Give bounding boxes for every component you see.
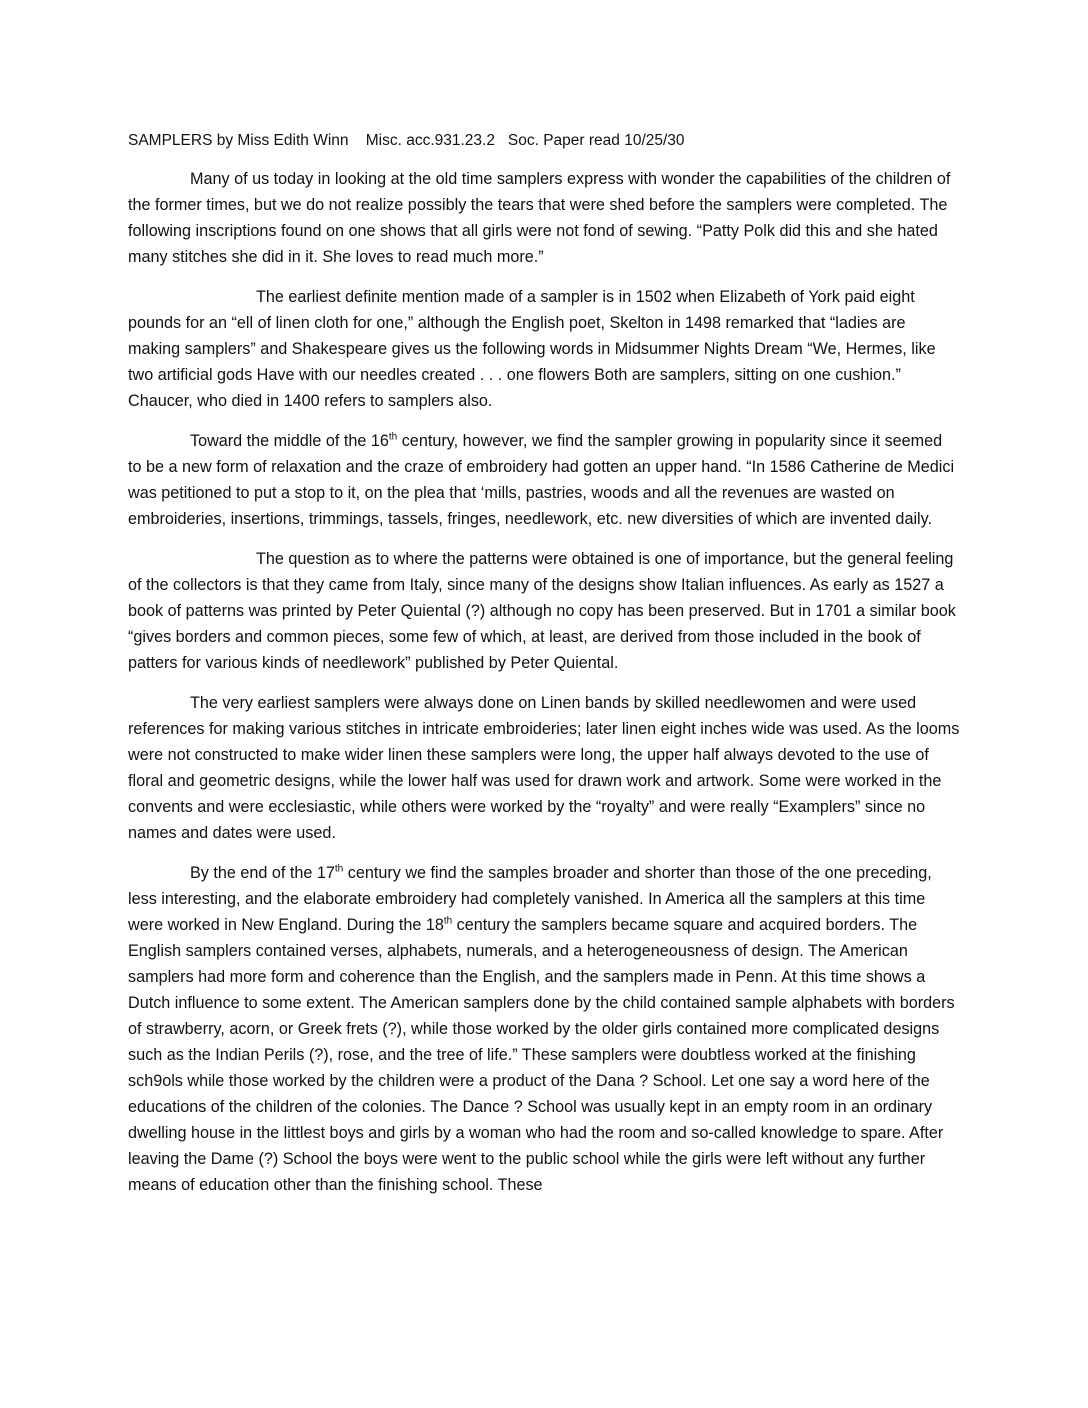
paragraph-6-text-before: By the end of the 17	[190, 864, 335, 882]
paragraph-3-text-after: century, however, we find the sampler growing in popularity since it seemed to be a new form of relaxation and the craze of embroidery had gotten an upper hand. “In 1586 Catherine de Medici was petitioned to put a stop to it, on the plea that ‘mills, pastries, woods and all the revenues are wasted on embroideries, insertions, trimmings, tassels, fringes, needlework, etc. new diversities of which are invented daily.	[128, 432, 955, 528]
paragraph-6	[128, 860, 960, 1198]
paragraph-2: The earliest definite mention made of a sampler is in 1502 when Elizabeth of York paid eight pounds for an “ell of linen cloth for one,” although the English poet, Skelton in 1498 remarked that “ladies are making samplers” and Shakespeare gives us the following words in Midsummer Nights Dream “We, Hermes, like two artificial gods Have with our needles created . . . one flowers Both are samplers, sitting on one cushion.” Chaucer, who died in 1400 refers to samplers also.	[128, 288, 936, 410]
paragraph-3-superscript: th	[388, 431, 398, 443]
paragraph-1: Many of us today in looking at the old time samplers express with wonder the capabilities of the children of the former times, but we do not realize possibly the tears that were shed before the samplers were completed. The following inscriptions found on one shows that all girls were not fond of sewing. “Patty Polk did this and she hated many stitches she did in it. She loves to read much more.”	[128, 170, 951, 266]
paragraph-4: The question as to where the patterns were obtained is one of importance, but the general feeling of the collectors is that they came from Italy, since many of the designs show Italian influences. As early as 1527 a book of patterns was printed by Peter Quiental (?) although no copy has been preserved. But in 1701 a similar book “gives borders and common pieces, some few of which, at least, are derived from those included in the book of patters for various kinds of needlework” published by Peter Quiental.	[128, 550, 956, 672]
paragraph-6-superscript-1: th	[334, 863, 344, 875]
paragraph-3	[128, 428, 960, 532]
document-body	[128, 130, 960, 1212]
paragraph-3-text-before: Toward the middle of the 16	[190, 432, 389, 450]
paragraph-6-text-after: century the samplers became square and acquired borders. The English samplers contained verses, alphabets, numerals, and a heterogeneousness of design. The American samplers had more form and coherence than the English, and the samplers made in Penn. At this time shows a Dutch influence to some extent. The American samplers done by the child contained sample alphabets with borders of strawberry, acorn, or Greek frets (?), while those worked by the older girls contained more complicated designs such as the Indian Perils (?), rose, and the tree of life.” These samplers were doubtless worked at the finishing sch9ols while those worked by the children were a product of the Dana ? School. Let one say a word here of the educations of the children of the colonies. The Dance ? School was usually kept in an empty room in an ordinary dwelling house in the littlest boys and girls by a woman who had the room and so-called knowledge to spare. After leaving the Dame (?) School the boys were went to the public school while the girls were left without any further means of education other than the finishing school. These	[128, 916, 955, 1194]
paragraph-5: The very earliest samplers were always done on Linen bands by skilled needlewomen and were used references for making various stitches in intricate embroideries; later linen eight inches wide was used. As the looms were not constructed to make wider linen these samplers were long, the upper half always devoted to the use of floral and geometric designs, while the lower half was used for drawn work and artwork. Some were worked in the convents and were ecclesiastic, while others were worked by the “royalty” and were really “Examplers” since no names and dates were used.	[128, 694, 960, 842]
document-heading: SAMPLERS by Miss Edith Winn Misc. acc.931.23.2 Soc. Paper read 10/25/30	[128, 132, 685, 149]
paragraph-6-text-middle: century we find the samples broader and shorter than those of the one preceding, less interesting, and the elaborate embroidery had completely vanished. In America all the samplers at this time were worked in New England. During the 18	[128, 864, 932, 934]
paragraph-6-superscript-2: th	[443, 915, 453, 927]
